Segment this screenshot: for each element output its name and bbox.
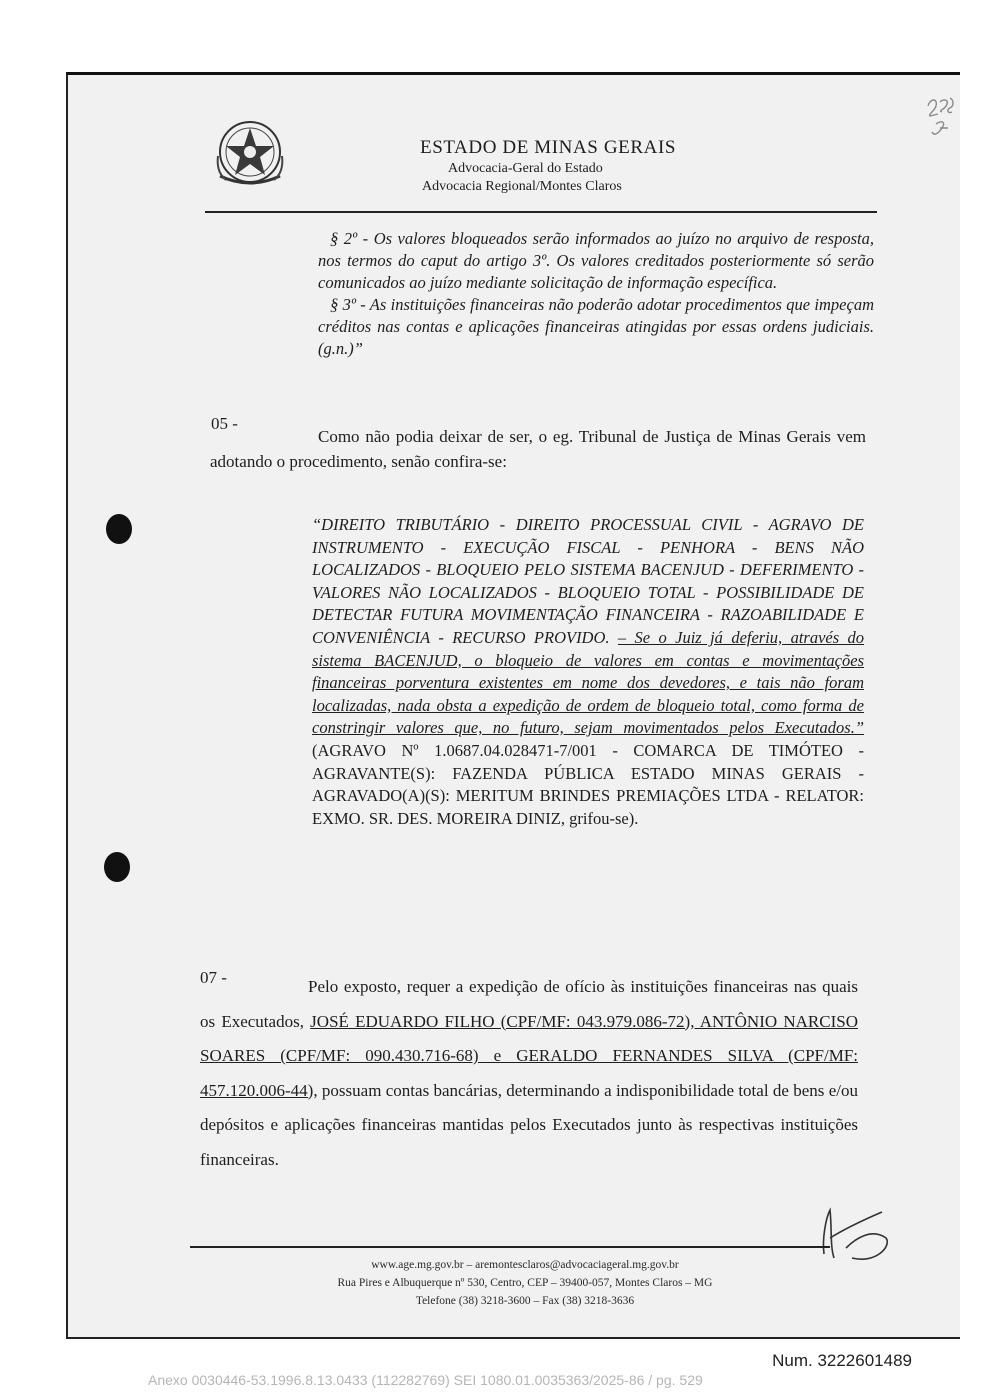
signature-icon	[816, 1198, 896, 1270]
punch-hole-bottom	[104, 852, 130, 882]
state-name: ESTADO DE MINAS GERAIS	[420, 137, 677, 158]
section-05-body: Como não podia deixar de ser, o eg. Tribunal de Justiça de Minas Gerais vem adotando o procedimento, senão confira-se:	[210, 427, 866, 471]
section-07-parties: JOSÉ EDUARDO FILHO (CPF/MF: 043.979.086-72), ANTÔNIO NARCISO SOARES (CPF/MF: 090.430.716-68) e GERALDO FERNANDES SILVA (CPF/MF: 457.120.006-44),	[200, 1011, 858, 1100]
letterhead	[420, 136, 740, 196]
punch-hole-top	[106, 514, 132, 544]
footer-phone: Telefone (38) 3218-3600 – Fax (38) 3218-3636	[415, 1295, 635, 1307]
state-coat-of-arms-icon	[212, 116, 288, 192]
agency-name: Advocacia-Geral do Estado	[448, 161, 603, 176]
quote-paragraph-3: § 3º - As instituições financeiras não poderão adotar procedimentos que impeçam créditos nas contas e aplicações financeiras atingidas por essas ordens judiciais. (g.n.)”	[318, 295, 874, 358]
section-number-07: 07 -	[200, 968, 227, 987]
quote-citation: (AGRAVO Nº 1.0687.04.028471-7/001 - COMARCA DE TIMÓTEO - AGRAVANTE(S): FAZENDA PÚBLICA ESTADO MINAS GERAIS - AGRAVADO(A)(S): MERITUM BRINDES PREMIAÇÕES LTDA - RELATOR: EXMO. SR. DES. MOREIRA DINIZ, grifou-se).	[312, 740, 864, 828]
section-number-05: 05 -	[211, 414, 238, 433]
jurisprudence-quote	[312, 514, 864, 830]
annex-stamp: Anexo 0030446-53.1996.8.13.0433 (112282769) SEI 1080.01.0035363/2025-86 / pg. 529	[148, 1372, 703, 1388]
document-number-stamp: Num. 3222601489	[772, 1351, 912, 1370]
section-07-intro: Pelo exposto, requer a expedição de ofício às instituições financeiras nas quais os Executados,	[200, 977, 858, 1031]
legal-quote-paragraphs	[318, 228, 874, 360]
section-07-request: possuam contas bancárias, determinando a indisponibilidade total de bens e/ou depósitos e aplicações financeiras mantidas pelos Executados junto às respectivas instituições financeiras.	[200, 1080, 859, 1169]
footer	[240, 1256, 810, 1310]
footer-divider	[190, 1246, 830, 1248]
handwritten-page-note-icon	[924, 92, 958, 142]
quote-headnote: “DIREITO TRIBUTÁRIO - DIREITO PROCESSUAL CIVIL - AGRAVO DE INSTRUMENTO - EXECUÇÃO FISCAL - PENHORA - BENS NÃO LOCALIZADOS - BLOQUEIO PELO SISTEMA BACENJUD - DEFERIMENTO - VALORES NÃO LOCALIZADOS - BLOQUEIO TOTAL - POSSIBILIDADE DE DETECTAR FUTURA MOVIMENTAÇÃO FINANCEIRA - RAZOABILIDADE E CONVENIÊNCIA - RECURSO PROVIDO.	[312, 515, 864, 647]
section-07-text	[200, 970, 858, 1177]
header-divider	[205, 211, 877, 213]
footer-contact-web: www.age.mg.gov.br – aremontesclaros@advocaciageral.mg.gov.br	[371, 1259, 679, 1271]
footer-address: Rua Pires e Albuquerque nº 530, Centro, CEP – 39400-057, Montes Claros – MG	[337, 1277, 713, 1289]
quote-underlined-excerpt: – Se o Juiz já deferiu, através do sistema BACENJUD, o bloqueio de valores em contas e movimentações financeiras porventura existentes em nome dos devedores, e tais não foram localizadas, nada obsta a expedição de ordem de bloqueio total, como forma de constringir valores que, no futuro, sejam movimentados pelos Executados.”	[312, 627, 865, 738]
section-05-text	[210, 424, 866, 474]
quote-paragraph-2: § 2º - Os valores bloqueados serão informados ao juízo no arquivo de resposta, nos termos do caput do artigo 3º. Os valores creditados posteriormente só serão comunicados ao juízo mediante solicitação de informação específica.	[318, 229, 874, 292]
office-name: Advocacia Regional/Montes Claros	[422, 179, 622, 194]
